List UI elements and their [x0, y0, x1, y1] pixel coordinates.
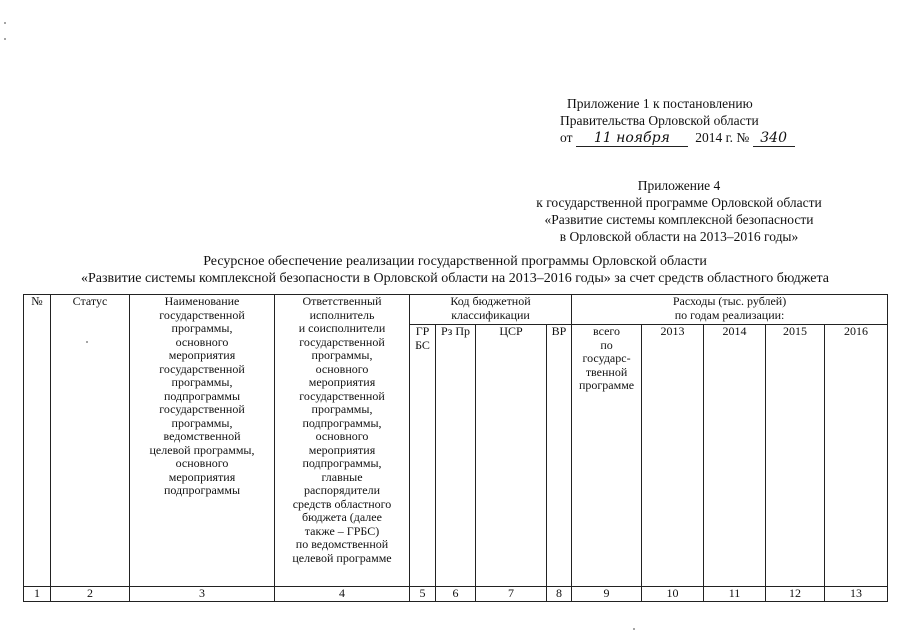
column-number: 12	[766, 587, 825, 602]
column-number: 6	[436, 587, 476, 602]
appendix4-line2: к государственной программе Орловской области	[536, 195, 822, 210]
header-name: Наименование государственной программы, основного мероприятия государственной программы, подпрограммы государственной программы, ведомственной целевой программы, основного мероприятия подпрограммы	[130, 295, 275, 587]
scan-speck	[633, 628, 635, 630]
appendix4-line3: «Развитие системы комплексной безопасности	[544, 212, 814, 227]
column-number: 10	[642, 587, 704, 602]
appendix4-line4: в Орловской области на 2013–2016 годы»	[559, 229, 799, 244]
column-number: 7	[476, 587, 547, 602]
header-executor: Ответственный исполнитель и соисполнители государственной программы, основного мероприятия государственной программы, подпрограммы, основного мероприятия подпрограммы, главные распорядители средств областного бюджета (далее также – ГРБС) по ведомственной целевой программе	[275, 295, 410, 587]
scan-speck	[4, 38, 6, 40]
header-budget-code-group: Код бюджетной классификации	[410, 295, 572, 325]
header-status: Статус	[51, 295, 130, 587]
column-number: 5	[410, 587, 436, 602]
scan-speck	[4, 22, 6, 24]
column-number: 11	[704, 587, 766, 602]
appendix4-line1: Приложение 4	[637, 178, 721, 193]
header-year-2014: 2014	[704, 325, 766, 587]
header-grbs: ГР БС	[410, 325, 436, 587]
document-title-line1: Ресурсное обеспечение реализации государственной программы Орловской области	[203, 254, 707, 269]
table-header-row-1	[24, 295, 888, 325]
header-total: всего по государс- твенной программе	[572, 325, 642, 587]
header-csr: ЦСР	[476, 325, 547, 587]
header-year-2015: 2015	[766, 325, 825, 587]
header-number: №	[24, 295, 51, 587]
column-number: 13	[825, 587, 888, 602]
resource-table	[23, 294, 888, 602]
appendix1-date-line	[560, 130, 795, 147]
column-number: 1	[24, 587, 51, 602]
date-year-text: 2014 г. №	[695, 130, 750, 145]
date-from-label: от	[560, 130, 573, 145]
column-number: 2	[51, 587, 130, 602]
column-numbers-row	[24, 587, 888, 602]
document-title-line2: «Развитие системы комплексной безопасности в Орловской области на 2013–2016 годы» за счет средств областного бюджета	[81, 271, 829, 286]
column-number: 9	[572, 587, 642, 602]
header-vr: ВР	[547, 325, 572, 587]
appendix1-line1: Приложение 1 к постановлению	[567, 96, 753, 111]
appendix1-line2: Правительства Орловской области	[560, 113, 759, 128]
column-number: 3	[130, 587, 275, 602]
scan-speck	[86, 341, 88, 343]
handwritten-date: 11 ноября	[576, 131, 688, 147]
handwritten-number: 340	[753, 131, 795, 147]
header-year-2013: 2013	[642, 325, 704, 587]
column-number: 4	[275, 587, 410, 602]
column-number: 8	[547, 587, 572, 602]
header-expenses-group: Расходы (тыс. рублей) по годам реализации:	[572, 295, 888, 325]
header-year-2016: 2016	[825, 325, 888, 587]
header-rzpr: Рз Пр	[436, 325, 476, 587]
